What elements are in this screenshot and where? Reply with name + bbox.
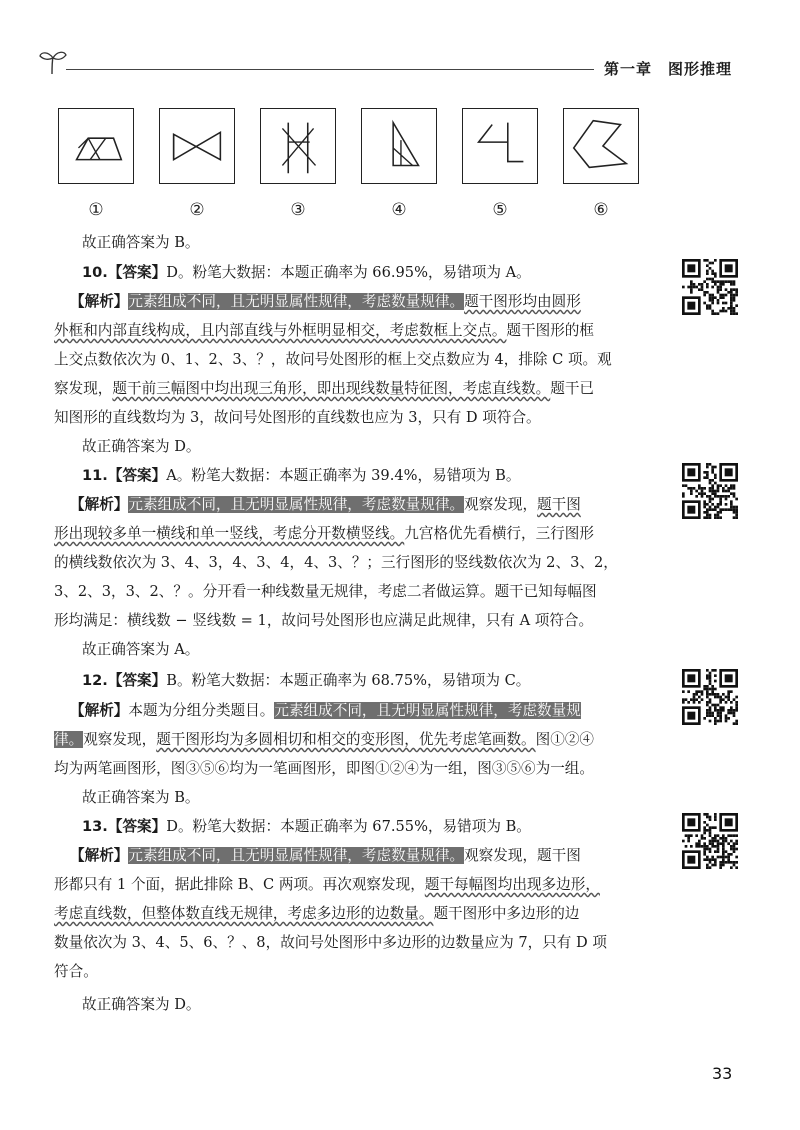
q11-answer-text: A。粉笔大数据：本题正确率为 39.4%，易错项为 B。 [166,467,521,484]
answer-label: 【答案】 [107,818,167,835]
analysis-text: 观察发现，题干图 [464,847,581,864]
q13-analysis-line-1 [70,845,690,867]
wavy-underline-text: 题干每幅图均出现多边形， [424,876,600,893]
wavy-underline-text: 外框和内部直线构成，且内部直线与外框明显相交，考虑数框上交点。 [54,322,507,339]
wavy-underline-text: 考虑直线数，但整体数直线无规律，考虑多边形的边数量。 [54,905,434,922]
highlight-text: 元素组成不同，且无明显属性规律，考虑数量规 [274,702,581,719]
q10-number: 10. [82,264,108,281]
analysis-text: 九宫格优先看横行，三行图形 [404,525,594,542]
wavy-underline-text: 题干图形均为多圆相切和相交的变形图，优先考虑笔画数。 [156,731,536,748]
wavy-underline-text: 形出现较多单一横线和单一竖线，考虑分开数横竖线。 [54,525,405,542]
q13-analysis-line-2 [54,874,674,896]
q12-analysis-line-3: 均为两笔画图形，图③⑤⑥均为一笔画图形，即图①②④为一组，图③⑤⑥为一组。 [54,760,594,777]
analysis-text: 题干图形中多边形的边 [433,905,580,922]
figure-4-drawing [362,109,436,183]
q13-analysis-line-5: 符合。 [54,963,98,980]
figure-5-drawing [463,109,537,183]
figure-label: ① [88,200,104,220]
figure-row [58,108,658,218]
qr-code-icon[interactable] [682,463,738,519]
analysis-label: 【解析】 [70,702,129,719]
figure-1-box [58,108,134,184]
q13-conclusion: 故正确答案为 D。 [82,996,201,1013]
figure-label: ② [189,200,205,220]
analysis-text: 察发现， [54,380,113,397]
q11-conclusion: 故正确答案为 A。 [82,641,200,658]
q11-analysis-line-5: 形均满足：横线数 − 竖线数 = 1，故问号处图形也应满足此规律，只有 A 项符合。 [54,612,594,629]
figure-2-box [159,108,235,184]
figure-label: ③ [290,200,306,220]
q12-answer-text: B。粉笔大数据：本题正确率为 68.75%，易错项为 C。 [166,672,531,689]
q13-answer-line [82,816,702,838]
q11-analysis-line-3: 的横线数依次为 3、4、3，4、3、4，4、3、？；三行图形的竖线数依次为 2、3、2， [54,554,618,571]
answer-label: 【答案】 [107,672,167,689]
q13-analysis-line-4: 数量依次为 3、4、5、6、？、8，故问号处图形中多边形的边数量应为 7，只有 D 项 [54,934,607,951]
sprout-icon [38,48,68,76]
q11-number: 11. [82,467,108,484]
q10-answer-line [82,262,702,284]
figure-label: ④ [391,200,407,220]
q10-analysis-line-4 [54,378,674,400]
analysis-text: 形都只有 1 个面，据此排除 B、C 两项。再次观察发现， [54,876,425,893]
highlight-text: 元素组成不同，且无明显属性规律，考虑数量规律。 [128,293,465,310]
highlight-text: 律。 [54,731,84,748]
figure-3 [260,108,338,220]
q13-answer-text: D。粉笔大数据：本题正确率为 67.55%，易错项为 B。 [166,818,531,835]
q11-analysis-line-4: 3、2、3，3、2、？。分开看一种线数量无规律，考虑二者做运算。题干已知每幅图 [54,583,597,600]
figure-1-drawing [59,109,133,183]
q10-analysis-line-5: 知图形的直线数均为 3，故问号处图形的直线数也应为 3，只有 D 项符合。 [54,409,541,426]
header-rule [66,69,608,70]
analysis-text: 题干图形的框 [506,322,594,339]
q10-analysis-line-3: 上交点数依次为 0、1、2、3、？，故问号处图形的框上交点数应为 4，排除 C 项。观 [54,351,612,368]
wavy-underline-text: 题干前三幅图中均出现三角形，即出现线数量特征图，考虑直线数。 [112,380,551,397]
q12-analysis-line-1 [70,700,690,722]
analysis-text: 观察发现， [464,496,538,513]
figure-6-box [563,108,639,184]
figure-1 [58,108,136,220]
page-number: 33 [712,1064,733,1083]
q13-analysis-line-3 [54,903,674,925]
q10-analysis-line-2 [54,320,674,342]
figure-2-drawing [160,109,234,183]
chapter-title: 第一章 图形推理 [594,58,732,79]
q12-conclusion: 故正确答案为 B。 [82,789,200,806]
wavy-underline-text: 题干图 [537,496,581,513]
q10-answer-text: D。粉笔大数据：本题正确率为 66.95%，易错项为 A。 [166,264,531,281]
analysis-text: 题干已 [550,380,595,397]
answer-label: 【答案】 [107,467,167,484]
highlight-text: 元素组成不同，且无明显属性规律，考虑数量规律。 [128,496,465,513]
analysis-text: 观察发现， [83,731,157,748]
figure-6-drawing [564,109,638,183]
analysis-label: 【解析】 [70,293,129,310]
figure-6 [563,108,641,220]
qr-code-icon[interactable] [682,669,738,725]
figure-label: ⑤ [492,200,508,220]
q13-number: 13. [82,818,108,835]
q9-conclusion: 故正确答案为 B。 [82,234,200,251]
figure-3-drawing [261,109,335,183]
qr-code-icon[interactable] [682,259,738,315]
analysis-text: 本题为分组分类题目。 [128,702,275,719]
q12-analysis-line-2 [54,729,674,751]
figure-5 [462,108,540,220]
figure-4-box [361,108,437,184]
answer-label: 【答案】 [107,264,167,281]
figure-4 [361,108,439,220]
analysis-label: 【解析】 [70,496,129,513]
figure-3-box [260,108,336,184]
q11-analysis-line-1 [70,494,690,516]
q11-analysis-line-2 [54,523,674,545]
figure-label: ⑥ [593,200,609,220]
q10-conclusion: 故正确答案为 D。 [82,438,201,455]
q11-answer-line [82,465,702,487]
figure-5-box [462,108,538,184]
analysis-text: 图①②④ [535,731,595,748]
wavy-underline-text: 题干图形均由圆形 [464,293,581,310]
highlight-text: 元素组成不同，且无明显属性规律，考虑数量规律。 [128,847,465,864]
q12-number: 12. [82,672,108,689]
qr-code-icon[interactable] [682,813,738,869]
q10-analysis-line-1 [70,291,690,313]
running-header [38,48,742,82]
figure-2 [159,108,237,220]
analysis-label: 【解析】 [70,847,129,864]
q12-answer-line [82,670,702,692]
